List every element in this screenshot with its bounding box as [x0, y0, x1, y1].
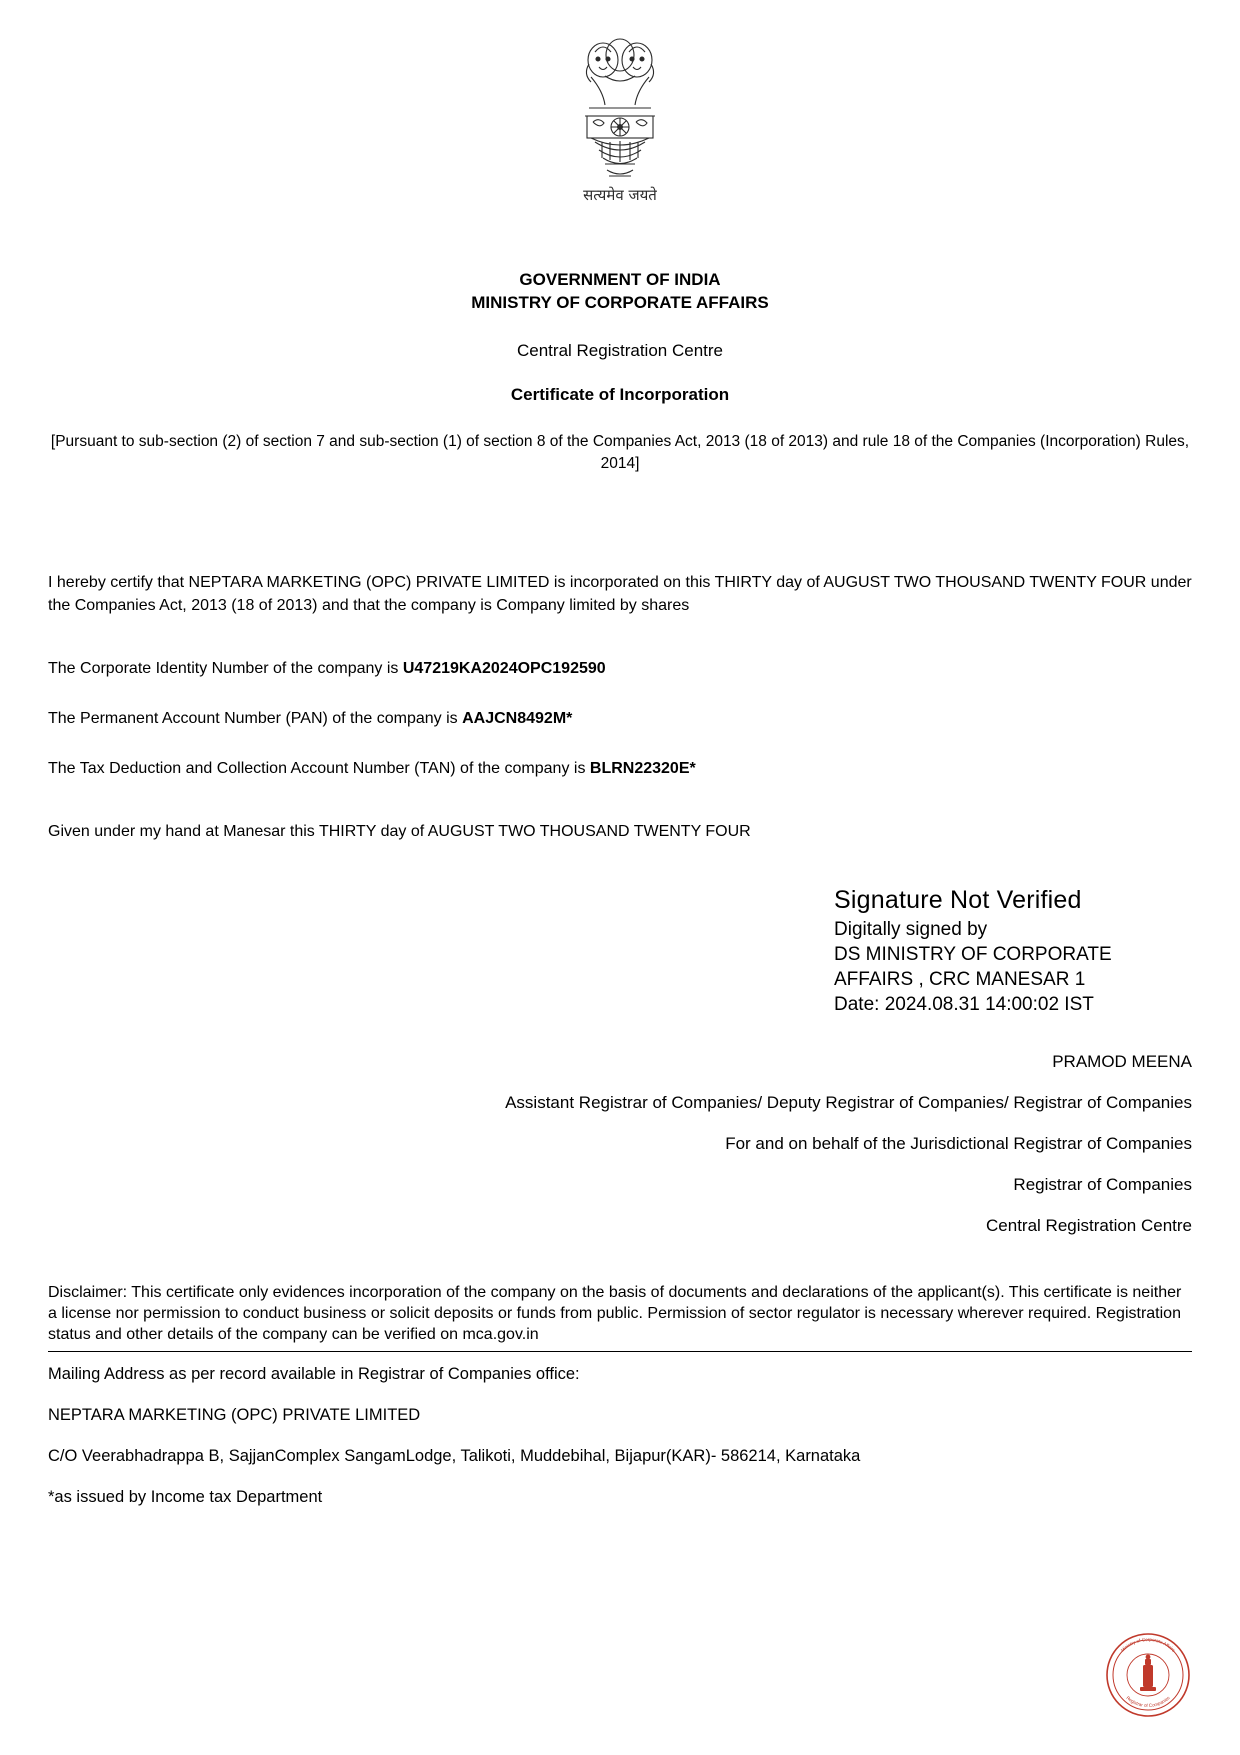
- signer-name: PRAMOD MEENA: [1052, 1052, 1192, 1071]
- signer-designation: Assistant Registrar of Companies/ Deputy Registrar of Companies/ Registrar of Companies: [505, 1093, 1192, 1112]
- mailing-address: C/O Veerabhadrappa B, SajjanComplex SangamLodge, Talikoti, Muddebihal, Bijapur(KAR)- 586214, Karnataka: [48, 1447, 861, 1465]
- disclaimer-text: Disclaimer: This certificate only evidences incorporation of the company on the basis of documents and declarations of the applicant(s). This certificate is neither a license nor permission to conduct business or solicit deposits or funds from public. Permission of sector regulator is necessary wherever required. Registration status and other details of the company can be verified on mca.gov.in: [48, 1284, 1182, 1343]
- tan-label: The Tax Deduction and Collection Account Number (TAN) of the company is: [48, 760, 590, 777]
- signature-status: Signature Not Verified: [834, 886, 1082, 914]
- section-divider: [48, 1351, 1192, 1352]
- tax-footnote: *as issued by Income tax Department: [48, 1488, 323, 1506]
- digital-signature-block: [48, 885, 1192, 1023]
- pan-row: [48, 707, 1192, 730]
- mca-seal-icon: [1104, 1631, 1192, 1719]
- svg-text:Ministry of Corporate Affairs: Ministry of Corporate Affairs: [1119, 1636, 1177, 1653]
- signature-line-3: AFFAIRS , CRC MANESAR 1: [834, 969, 1086, 990]
- cin-row: [48, 657, 1192, 680]
- tan-row: [48, 757, 1192, 780]
- given-under-hand: Given under my hand at Manesar this THIRTY day of AUGUST TWO THOUSAND TWENTY FOUR: [48, 823, 751, 840]
- mailing-company-name: NEPTARA MARKETING (OPC) PRIVATE LIMITED: [48, 1406, 421, 1424]
- india-state-emblem-icon: [555, 30, 685, 245]
- signer-block: [48, 1041, 1192, 1246]
- emblem-container: [48, 0, 1192, 250]
- pan-label: The Permanent Account Number (PAN) of the company is: [48, 710, 463, 727]
- cin-value: U47219KA2024OPC192590: [402, 660, 606, 677]
- mailing-heading: Mailing Address as per record available in Registrar of Companies office:: [48, 1365, 580, 1383]
- emblem-motto: सत्यमेव जयते: [583, 186, 657, 204]
- certificate-title: Certificate of Incorporation: [510, 385, 730, 404]
- pursuant-clause: [Pursuant to sub-section (2) of section 7 and sub-section (1) of section 8 of the Companies Act, 2013 (18 of 2013) and rule 18 of the Companies (Incorporation) Rules, 2014]: [50, 433, 1190, 472]
- signer-centre: Central Registration Centre: [986, 1216, 1192, 1235]
- registration-centre-line: Central Registration Centre: [517, 341, 723, 360]
- certify-paragraph: I hereby certify that NEPTARA MARKETING (OPC) PRIVATE LIMITED is incorporated on this THIRTY day of AUGUST TWO THOUSAND TWENTY FOUR under the Companies Act, 2013 (18 of 2013) and that the company is Company limited by shares: [48, 574, 1192, 614]
- tan-value: BLRN22320E*: [589, 760, 696, 777]
- page-title: [48, 268, 1192, 314]
- signer-roc: Registrar of Companies: [1013, 1175, 1192, 1194]
- signer-on-behalf: For and on behalf of the Jurisdictional Registrar of Companies: [725, 1134, 1192, 1153]
- signature-date: Date: 2024.08.31 14:00:02 IST: [834, 994, 1094, 1015]
- svg-text:Registrar of Companies: Registrar of Companies: [1125, 1695, 1171, 1709]
- pan-value: AAJCN8492M*: [462, 710, 573, 727]
- signature-line-1: Digitally signed by: [834, 919, 988, 940]
- cin-label: The Corporate Identity Number of the company is: [48, 660, 403, 677]
- government-line: GOVERNMENT OF INDIA: [519, 270, 721, 289]
- signature-question-mark-icon: ?: [958, 889, 1006, 996]
- signature-line-2: DS MINISTRY OF CORPORATE: [834, 944, 1112, 965]
- mailing-address-block: [48, 1363, 1192, 1509]
- ministry-line: MINISTRY OF CORPORATE AFFAIRS: [471, 293, 769, 312]
